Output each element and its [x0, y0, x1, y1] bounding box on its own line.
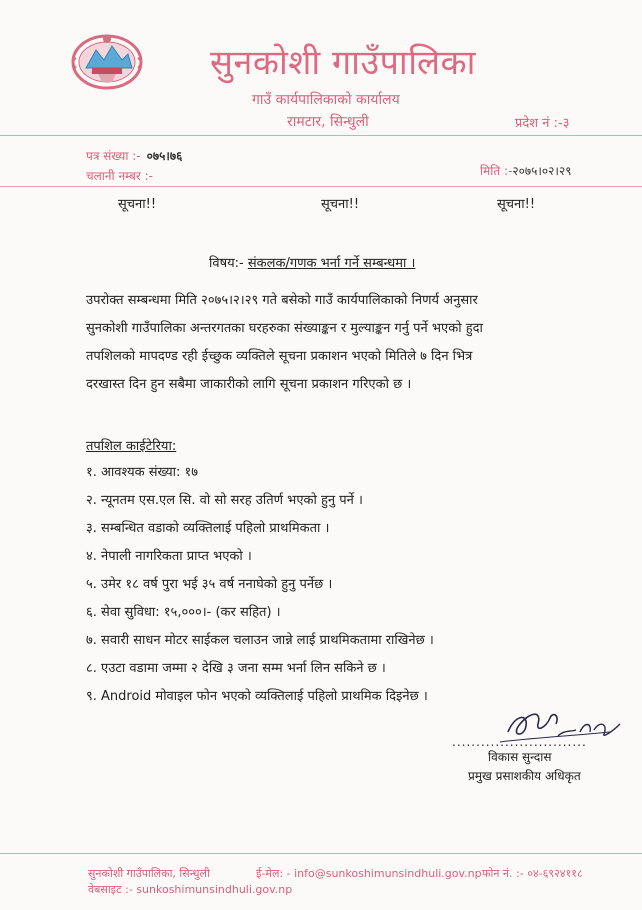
date-value: २०७५।०२।२९: [512, 164, 572, 178]
criteria-item: २. न्यूनतम एस.एल सि. वो सो सरह उतिर्ण भएको हुनु पर्ने ।: [86, 493, 363, 508]
body-line: सुनकोशी गाउँपालिका अन्तरगतका घरहरुका संख्याङ्कन र मुल्याङ्कन गर्नु पर्ने भएको हुदा: [86, 321, 483, 336]
reference-number: [86, 147, 182, 164]
footer-email: [256, 866, 482, 881]
notice-heading-right: सूचना!!: [497, 197, 536, 212]
criteria-item: ३. सम्बन्धित वडाको व्यक्तिलाई पहिलो प्राथमिकता ।: [86, 521, 330, 536]
meta-divider: [0, 186, 642, 187]
subject-label: विषय:-: [209, 256, 244, 271]
website-link[interactable]: sunkoshimunsindhuli.gov.np: [136, 883, 293, 896]
website-label: वेबसाइट :-: [88, 883, 133, 896]
signatory-title: प्रमुख प्रसाशकीय अधिकृत: [468, 769, 581, 783]
body-line: उपरोक्त सम्बन्धमा मिति २०७५।२।२९ गते बसेको गाउँ कार्यपालिकाको निणर्य अनुसार: [86, 293, 478, 308]
footer-phone: [482, 866, 583, 881]
emblem-icon: [68, 30, 146, 92]
phone-label: फोन नं. :-: [482, 867, 524, 880]
dispatch-number-label: चलानी नम्बर :-: [86, 169, 153, 183]
criteria-item: १. आवश्यक संख्या: १७: [86, 465, 199, 480]
body-line: तपशिलको मापदण्ड रही ईच्छुक व्यक्तिले सूचना प्रकाशन भएको मितिले ७ दिन भित्र: [86, 349, 473, 364]
ref-label: पत्र संख्या :-: [86, 149, 141, 163]
criteria-item: ४. नेपाली नागरिकता प्राप्त भएको ।: [86, 549, 252, 564]
office-name: सुनकोशी गाउँपालिका: [210, 43, 476, 83]
notice-heading-center: सूचना!!: [321, 197, 360, 212]
body-paragraph: [86, 287, 586, 399]
footer-org: सुनकोशी गाउँपालिका, सिन्धुली: [88, 867, 210, 880]
ref-value: ०७५।७६: [146, 149, 183, 163]
footer-divider: [0, 853, 642, 854]
date-label: मिति :-: [480, 164, 513, 178]
header-divider: [0, 135, 642, 136]
criteria-item: ७. सवारी साधन मोटर साईकल चलाउन जान्ने लाई प्राथमिकतामा राखिनेछ ।: [86, 633, 434, 648]
province-number: प्रदेश नं :-३: [515, 116, 570, 131]
subject-text: संकलक/गणक भर्ना गर्ने सम्बन्धमा ।: [247, 256, 416, 271]
signatory-name: विकास सुन्दास: [488, 750, 552, 764]
government-emblem: [68, 30, 146, 92]
letter-date: [480, 162, 571, 179]
email-link[interactable]: info@sunkoshimunsindhuli.gov.np: [294, 867, 482, 880]
signature-dots: ............................: [452, 735, 587, 749]
criteria-title: तपशिल काईटेरिया:: [86, 439, 177, 454]
criteria-item: ६. सेवा सुविधा: १५,०००।- (कर सहित) ।: [86, 605, 281, 620]
criteria-item: ५. उमेर १८ वर्ष पुरा भई ३५ वर्ष ननाघेको हुनु पर्नेछ ।: [86, 577, 333, 592]
body-line: दरखास्त दिन हुन सबैमा जाकारीको लागि सूचना प्रकाशन गरिएको छ ।: [86, 377, 412, 392]
criteria-item: ९. Android मोवाइल फोन भएको व्यक्तिलाई पहिलो प्राथमिक दिइनेछ ।: [86, 689, 428, 704]
office-address: रामटार, सिन्धुली: [287, 114, 369, 130]
notice-heading-left: सूचना!!: [118, 197, 157, 212]
office-subtitle: गाउँ कार्यपालिकाको कार्यालय: [252, 92, 400, 108]
criteria-item: ८. एउटा वडामा जम्मा २ देखि ३ जना सम्म भर्ना लिन सकिने छ ।: [86, 661, 386, 676]
phone-value: ०४-६९२४११८: [527, 867, 583, 880]
footer-website: [88, 882, 292, 897]
email-label: ई-मेल: -: [256, 867, 291, 880]
subject-line: [209, 253, 415, 271]
